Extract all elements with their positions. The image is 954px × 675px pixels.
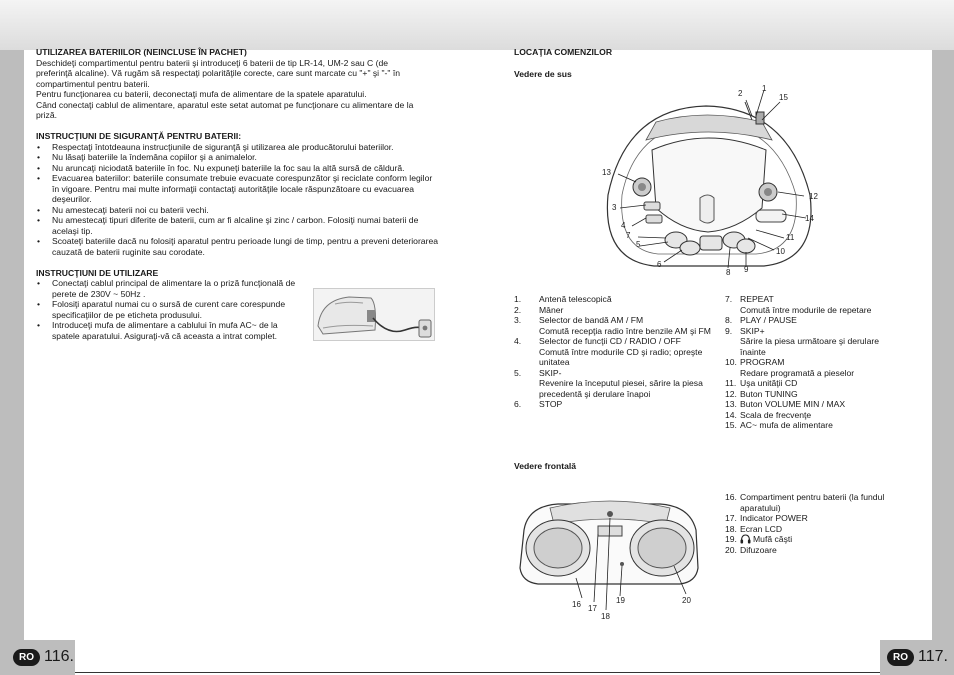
frequency-scale (756, 210, 786, 222)
controls-heading: LOCAŢIA COMENZILOR (514, 47, 613, 57)
callout-label: 2 (738, 89, 743, 98)
cd-door-latch (700, 195, 714, 223)
stop-button (680, 241, 700, 255)
skip-plus-button (737, 239, 755, 253)
list-item: 14. Scala de frecvenţe (725, 409, 812, 420)
list-item: 4. Selector de funcţii CD / RADIO / OFF Comută între modurile CD şi radio; opreşte unitatea (514, 336, 703, 367)
list-item: 10. PROGRAM Redare programată a pieselor (725, 357, 855, 378)
headphone-jack (620, 562, 624, 566)
callout-label: 1 (762, 84, 767, 93)
page-number-left-value: 116. (44, 648, 74, 665)
safety-heading: INSTRUCŢIUNI DE SIGURANŢĂ PENTRU BATERII: (36, 131, 242, 141)
battery-line: Deschideţi compartimentul pentru baterii şi introduceţi 6 baterii de tip LR-14, UM-2 sau C (de (36, 57, 389, 68)
callout-label: 6 (657, 260, 662, 269)
list-item: 11. Uşa unităţii CD (725, 378, 798, 388)
list-item: 18. Ecran LCD (725, 523, 783, 534)
callout-label: 7 (626, 231, 631, 240)
top-view-diagram (596, 80, 828, 280)
list-item: 5. SKIP- Revenire la începutul piesei, sărire la piesa precedentă şi derulare înapoi (514, 367, 703, 399)
callout-label: 4 (621, 221, 626, 230)
list-item: 9. SKIP+ Sărire la piesa următoare şi derulare înainte (725, 325, 879, 357)
list-item: • Nu amestecaţi tipuri diferite de baterii, cum ar fi alcaline şi zinc / carbon. Folosiţi numai baterii de acelaşi tip. (36, 215, 438, 236)
list-item: 20. Difuzoare (725, 544, 777, 555)
list-item: • Folosiţi aparatul numai cu o sursă de curent care corespunde specificaţiilor de pe eticheta produsului. (36, 299, 304, 320)
left-margin-bar (0, 50, 24, 675)
controls-list-front (725, 492, 900, 555)
list-item: 3. Selector de bandă AM / FM Comută recepţia radio între benzile AM şi FM (514, 315, 711, 336)
page-number-right-value: 117. (918, 648, 948, 665)
list-item: • Respectaţi întotdeauna instrucţiunile de siguranţă şi utilizarea ale producătorului bateriilor. (36, 142, 438, 153)
battery-line: priză. (36, 110, 58, 120)
list-item: 19. Mufă căşti (725, 534, 793, 544)
list-item: • Evacuarea bateriilor: bateriile consumate trebuie evacuate corespunzător şi reciclate conform legilor în vigoare. Pentru mai multe informaţii contactaţi autorităţile locale răspunzătoare cu evacuarea deşeurilor. (36, 173, 438, 205)
battery-heading: UTILIZAREA BATERIILOR (NEINCLUSE ÎN PACHET) (36, 47, 247, 57)
usage-heading: INSTRUCŢIUNI DE UTILIZARE (36, 267, 159, 278)
list-item: • Conectaţi cablul principal de alimentare la o priză funcţională de perete de 230V ~ 50Hz . (36, 278, 304, 299)
callout-label: 14 (805, 214, 814, 223)
page-number-left (13, 648, 74, 666)
footer-rule (75, 672, 880, 673)
list-item: • Nu amestecaţi baterii noi cu baterii vechi. (36, 205, 438, 216)
list-item: 2. Mâner (514, 304, 564, 315)
controls-header (514, 47, 754, 58)
safety-list (36, 142, 438, 258)
callout-label: 3 (612, 203, 617, 212)
function-selector (646, 215, 662, 223)
list-item: 13. Buton VOLUME MIN / MAX (725, 399, 846, 409)
header-band (0, 0, 954, 50)
callout-label: 11 (786, 233, 795, 242)
list-item: 12. Buton TUNING (725, 388, 798, 399)
list-item: • Nu lăsaţi bateriile la îndemâna copiilor şi a animalelor. (36, 152, 438, 163)
battery-line: compartimentul pentru baterii. (36, 78, 150, 89)
band-selector (644, 202, 660, 210)
right-margin-bar (932, 50, 954, 675)
front-view-label (514, 461, 714, 472)
headphones-icon (740, 534, 751, 544)
power-cord-illustration (313, 288, 435, 341)
callout-label: 5 (636, 240, 641, 249)
controls-list-left (514, 294, 714, 410)
list-item: 16. Compartiment pentru baterii (la fundul aparatului) (725, 492, 885, 513)
page-number-right (887, 648, 948, 666)
list-item: 15. AC~ mufa de alimentare (725, 420, 833, 430)
top-view-label (514, 69, 714, 80)
list-item: • Nu aruncaţi niciodată bateriile în foc. Nu expuneţi bateriile la foc sau la altă sursă de căldură. (36, 163, 438, 174)
front-view-diagram (510, 490, 710, 625)
callout-label: 18 (601, 612, 610, 621)
callout-label: 13 (602, 168, 611, 177)
battery-line: Când conectaţi cablul de alimentare, aparatul este setat automat pe funcţionare cu alimentare de la (36, 99, 414, 110)
ac-socket (756, 112, 764, 124)
callout-label: 16 (572, 600, 581, 609)
top-view-title: Vedere de sus (514, 69, 572, 79)
controls-list-right (725, 294, 900, 431)
list-item: 17. Indicator POWER (725, 513, 808, 523)
display-window (700, 236, 722, 250)
battery-line: Pentru funcţionarea cu baterii, deconectaţi mufa de alimentare de la spatele aparatului. (36, 89, 367, 99)
list-item: 7. REPEAT Comută între modurile de repetare (725, 294, 872, 315)
callout-label: 15 (779, 93, 788, 102)
power-indicator (607, 511, 613, 517)
list-item: 1. Antenă telescopică (514, 294, 612, 304)
front-view-title: Vedere frontală (514, 461, 577, 471)
list-item: 8. PLAY / PAUSE (725, 315, 797, 325)
antenna-line (745, 102, 752, 120)
list-item: 6. STOP (514, 399, 563, 409)
callout-label: 8 (726, 268, 731, 277)
callout-label: 20 (682, 596, 691, 605)
lcd-screen (598, 526, 622, 536)
list-item: • Scoateţi bateriile dacă nu folosiţi aparatul pentru perioade lungi de timp, pentru a preveni deteriorarea cauzată de baterii ruginite sau corodate. (36, 236, 438, 257)
callout-label: 9 (744, 265, 749, 274)
battery-line: preferinţă alcaline). Vă rugăm să respectaţi polarităţile corecte, care sunt marcate cu "+" şi "-" în (36, 68, 400, 78)
callout-label: 17 (588, 604, 597, 613)
callout-label: 12 (809, 192, 818, 201)
callout-label: 10 (776, 247, 785, 256)
usage-list (36, 278, 304, 341)
list-item: • Introduceţi mufa de alimentare a cablului în mufa AC~ de la spatele aparatului. Asiguraţi-vă că aceasta a intrat complet. (36, 320, 304, 341)
callout-label: 19 (616, 596, 625, 605)
handle-shape (646, 115, 772, 140)
language-badge: RO (887, 649, 914, 666)
language-badge: RO (13, 649, 40, 666)
